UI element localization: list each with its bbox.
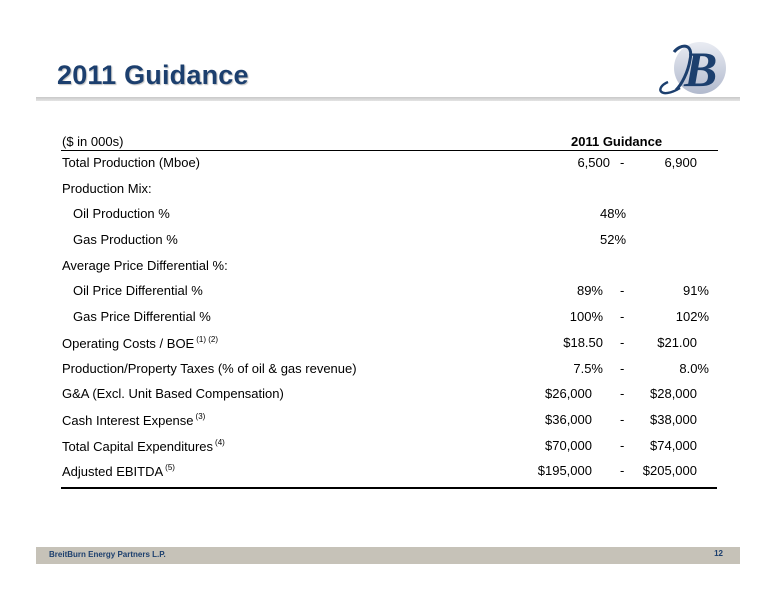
slide-title: 2011 Guidance: [57, 60, 249, 90]
row-high-value: $28,000: [650, 386, 697, 401]
range-dash: -: [620, 463, 625, 478]
row-label: Total Production (Mboe): [62, 155, 201, 170]
row-label: G&A (Excl. Unit Based Compensation): [62, 386, 284, 401]
row-high-value: 91%: [682, 283, 709, 298]
table-row: [0, 155, 776, 175]
row-label: [62, 335, 218, 351]
row-high-value: $21.00: [657, 335, 697, 350]
range-dash: -: [620, 155, 625, 170]
table-row: [0, 386, 776, 406]
row-label: Gas Production %: [73, 232, 178, 247]
row-label-text: Operating Costs / BOE: [62, 336, 195, 351]
footnote-ref: (3): [195, 412, 206, 421]
row-high-value: 6,900: [664, 155, 697, 170]
svg-text:B: B: [684, 41, 718, 97]
range-dash: -: [620, 386, 625, 401]
footnote-ref: (1) (2): [196, 335, 219, 344]
row-label: Gas Price Differential %: [73, 309, 211, 324]
row-low-value: 7.5%: [573, 361, 603, 376]
range-dash: -: [620, 412, 625, 427]
range-dash: -: [620, 283, 625, 298]
table-row: [0, 283, 776, 303]
footnote-ref: (4): [215, 438, 225, 447]
guidance-column-header: 2011 Guidance: [571, 134, 663, 149]
row-label-text: Total Capital Expenditures: [62, 439, 214, 454]
row-label-text: Adjusted EBITDA: [62, 464, 164, 479]
row-low-value: 100%: [569, 309, 603, 324]
row-label: [62, 412, 205, 428]
table-bottom-rule: [61, 487, 717, 489]
footer-bar: [36, 547, 740, 564]
row-high-value: $74,000: [650, 438, 697, 453]
footer-company-name: BreitBurn Energy Partners L.P.: [49, 550, 166, 559]
row-low-value: $36,000: [545, 412, 592, 427]
row-value: 48%: [600, 206, 627, 221]
header-divider: [61, 150, 718, 151]
row-label: Production Mix:: [62, 181, 152, 196]
range-dash: -: [620, 335, 625, 350]
row-label: Average Price Differential %:: [62, 258, 228, 273]
table-row: [0, 181, 776, 201]
row-high-value: $38,000: [650, 412, 697, 427]
range-dash: -: [620, 438, 625, 453]
range-dash: -: [620, 309, 625, 324]
row-low-value: $26,000: [545, 386, 592, 401]
table-row: [0, 335, 776, 355]
row-label: Oil Production %: [73, 206, 170, 221]
row-label: [62, 438, 225, 454]
row-label: [62, 463, 175, 479]
table-row: [0, 438, 776, 458]
table-row: [0, 463, 776, 483]
table-row: [0, 361, 776, 381]
table-row: [0, 412, 776, 432]
row-low-value: 6,500: [577, 155, 610, 170]
row-low-value: $70,000: [545, 438, 592, 453]
row-low-value: 89%: [576, 283, 603, 298]
row-label: Production/Property Taxes (% of oil & gas revenue): [62, 361, 357, 376]
row-high-value: 102%: [675, 309, 709, 324]
row-label-text: Cash Interest Expense: [62, 413, 194, 428]
row-label: Oil Price Differential %: [73, 283, 203, 298]
table-row: [0, 206, 776, 226]
table-row: [0, 258, 776, 278]
range-dash: -: [620, 361, 625, 376]
table-row: [0, 232, 776, 252]
unit-header: ($ in 000s): [62, 134, 124, 149]
table-row: [0, 309, 776, 329]
row-low-value: $18.50: [563, 335, 603, 350]
row-low-value: $195,000: [537, 463, 592, 478]
footnote-ref: (5): [165, 463, 175, 472]
row-high-value: 8.0%: [679, 361, 709, 376]
row-high-value: $205,000: [642, 463, 697, 478]
page-number: 12: [714, 549, 723, 558]
row-value: 52%: [600, 232, 627, 247]
